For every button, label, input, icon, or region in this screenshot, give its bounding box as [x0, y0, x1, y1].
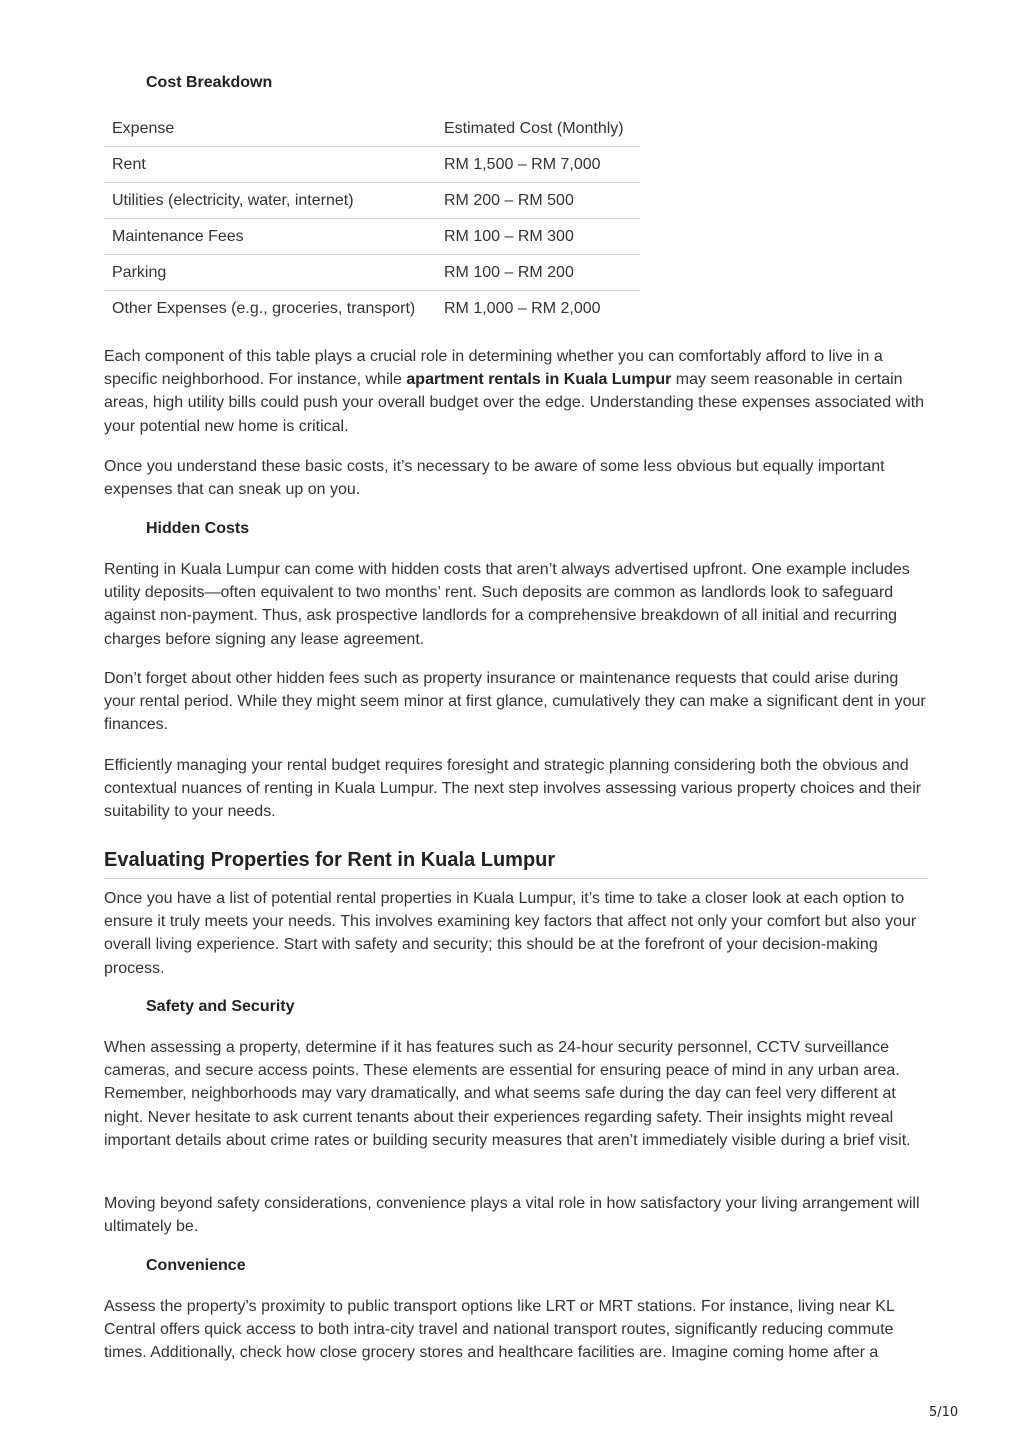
- safety-paragraph-1: When assessing a property, determine if it has features such as 24-hour security personnel, CCTV surveillance cameras, and secure access points. These elements are essential for ensuring peace of mind in any urban area. Remember, neighborhoods may vary dramatically, and what seems safe during the day can feel very different at night. Never hesitate to ask current tenants about their experiences regarding safety. Their insights might reveal important details about crime rates or building security measures that aren’t immediately visible during a brief visit.: [104, 1039, 911, 1149]
- table-header-row: [104, 111, 640, 147]
- cost-cell: RM 1,500 – RM 7,000: [436, 147, 640, 183]
- hidden-costs-heading: Hidden Costs: [146, 520, 250, 537]
- hidden-costs-paragraph-2: Don’t forget about other hidden fees such as property insurance or maintenance requests that could arise during your rental period. While they might seem minor at first glance, cumulatively they can make a significant dent in your finances.: [104, 670, 926, 734]
- convenience-paragraph-1: Assess the property’s proximity to public transport options like LRT or MRT stations. For instance, living near KL Central offers quick access to both intra-city travel and national transport routes, significantly reducing commute times. Additionally, check how close grocery stores and healthcare facilities are. Imagine coming home after a: [104, 1298, 895, 1362]
- evaluating-properties-heading: Evaluating Properties for Rent in Kuala Lumpur: [104, 848, 928, 879]
- cost-explanation-paragraph: [104, 345, 928, 438]
- paragraph-text: may seem reasonable in certain areas, high utility bills could push your overall budget over the edge. Understanding these expenses associated with your potential new home is critical.: [104, 371, 925, 435]
- header-expense: Expense: [112, 119, 175, 137]
- paragraph-text: Each component of this table plays a crucial role in determining whether you can comfortably afford to live in a specific neighborhood. For instance, while: [104, 348, 883, 389]
- hidden-costs-paragraph-3: Efficiently managing your rental budget requires foresight and strategic planning considering both the obvious and contextual nuances of renting in Kuala Lumpur. The next step involves assessing various property choices and their suitability to your needs.: [104, 757, 922, 821]
- expense-cell: Utilities (electricity, water, internet): [104, 183, 436, 219]
- cost-cell: RM 100 – RM 300: [436, 219, 640, 255]
- table-row: [104, 183, 640, 219]
- cost-breakdown-table: [104, 111, 640, 326]
- expense-cell: Parking: [104, 255, 436, 291]
- cost-cell: RM 100 – RM 200: [436, 255, 640, 291]
- page-number: 5/10: [929, 1405, 959, 1420]
- cost-cell: RM 1,000 – RM 2,000: [436, 291, 640, 327]
- apartment-rentals-link-text: apartment rentals in Kuala Lumpur: [406, 371, 672, 389]
- expense-cell: Rent: [104, 147, 436, 183]
- basic-costs-paragraph: Once you understand these basic costs, it’s necessary to be aware of some less obvious but equally important expenses that can sneak up on you.: [104, 458, 885, 499]
- expense-cell: Maintenance Fees: [104, 219, 436, 255]
- table-row: [104, 219, 640, 255]
- header-estimated-cost: Estimated Cost (Monthly): [444, 119, 624, 137]
- cost-cell: RM 200 – RM 500: [436, 183, 640, 219]
- table-row: [104, 255, 640, 291]
- safety-paragraph-2: Moving beyond safety considerations, convenience plays a vital role in how satisfactory your living arrangement will ultimately be.: [104, 1195, 920, 1236]
- hidden-costs-paragraph-1: Renting in Kuala Lumpur can come with hidden costs that aren’t always advertised upfront. One example includes utility deposits—often equivalent to two months’ rent. Such deposits are common as landlords look to safeguard against non-payment. Thus, ask prospective landlords for a comprehensive breakdown of all initial and recurring charges before signing any lease agreement.: [104, 561, 910, 648]
- convenience-heading: Convenience: [146, 1257, 246, 1274]
- table-row: [104, 291, 640, 327]
- table-row: [104, 147, 640, 183]
- safety-security-heading: Safety and Security: [146, 998, 295, 1015]
- evaluating-intro-paragraph: Once you have a list of potential rental properties in Kuala Lumpur, it’s time to take a closer look at each option to ensure it truly meets your needs. This involves examining key factors that affect not only your comfort but also your overall living experience. Start with safety and security; this should be at the forefront of your decision-making process.: [104, 890, 917, 977]
- cost-breakdown-heading: Cost Breakdown: [146, 74, 273, 91]
- expense-cell: Other Expenses (e.g., groceries, transport): [104, 291, 436, 327]
